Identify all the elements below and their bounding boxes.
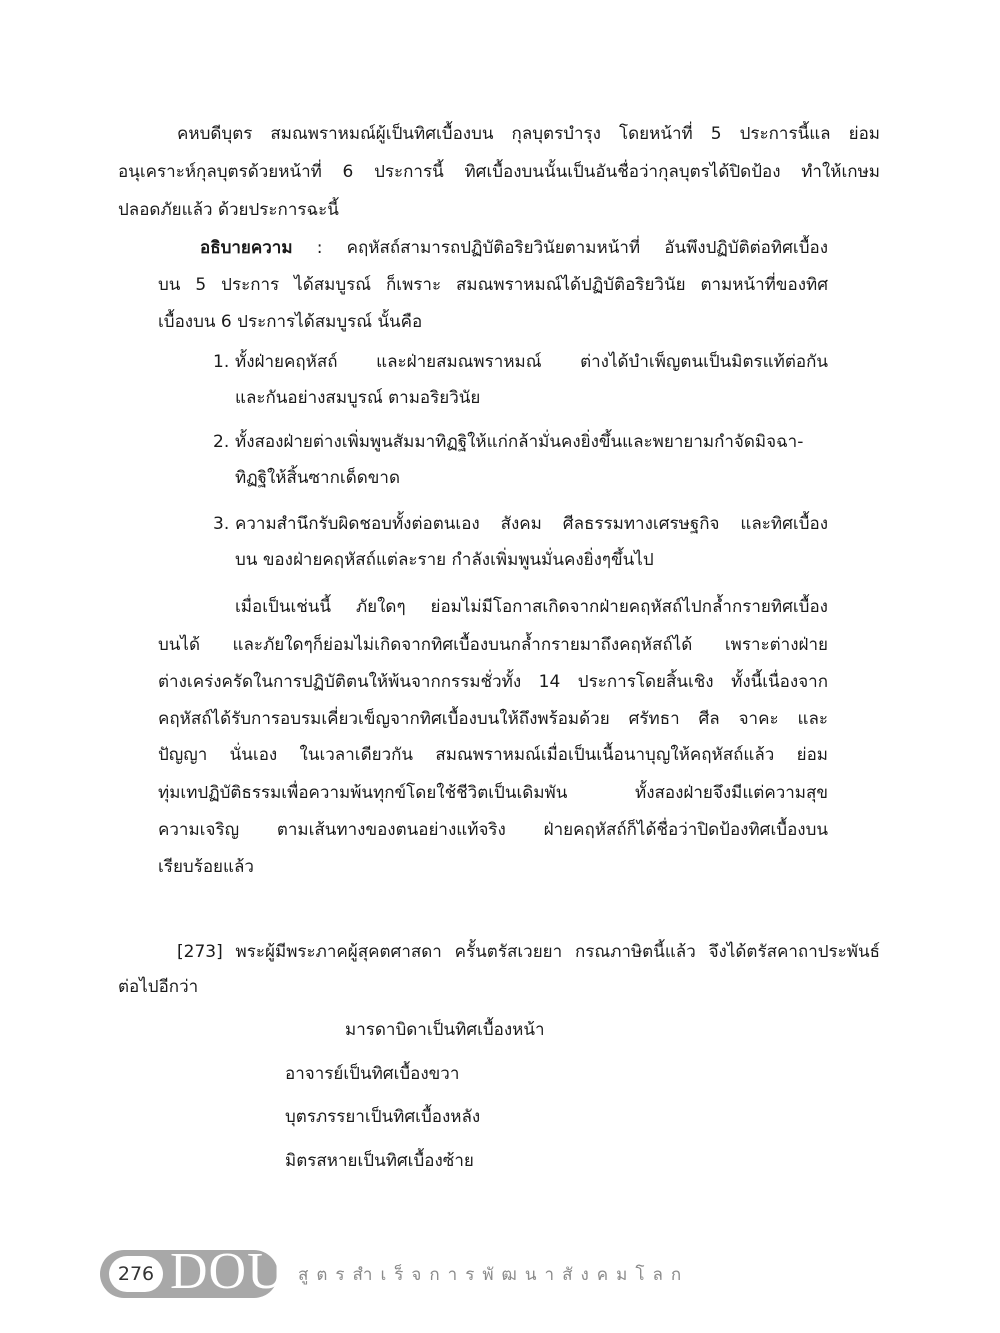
paragraph-line: คฤหัสถ์ได้รับการอบรมเคี่ยวเข็ญจากทิศเบื้องบนให้ถึงพร้อมด้วย ศรัทธา ศีล จาคะ และ xyxy=(158,709,828,729)
verse-line: บุตรภรรยาเป็นทิศเบื้องหลัง xyxy=(285,1107,481,1127)
list-item: ทั้งสองฝ่ายต่างเพิ่มพูนสัมมาทิฏฐิให้แก่กล้ามั่นคงยิ่งขึ้นและพยายามกำจัดมิจฉา- xyxy=(235,432,804,452)
brand-logo-text: DOU xyxy=(170,1243,286,1300)
paragraph-line: อนุเคราะห์กุลบุตรด้วยหน้าที่ 6 ประการนี้ ทิศเบื้องบนนั้นเป็นอันชื่อว่ากุลบุตรได้ปิดป้อง ทำให้เกษม xyxy=(118,162,880,182)
paragraph-line: ต่อไปอีกว่า xyxy=(118,977,199,997)
list-item: ทั้งฝ่ายคฤหัสถ์ และฝ่ายสมณพราหมณ์ ต่างได้บำเพ็ญตนเป็นมิตรแท้ต่อกัน xyxy=(235,352,828,372)
paragraph-line: บนได้ และภัยใดๆก็ย่อมไม่เกิดจากทิศเบื้องบนกล้ำกรายมาถึงคฤหัสถ์ได้ เพราะต่างฝ่าย xyxy=(158,635,828,655)
list-number: 1. xyxy=(213,352,230,372)
paragraph-line: ต่างเคร่งครัดในการปฏิบัติตนให้พ้นจากกรรมชั่วทั้ง 14 ประการโดยสิ้นเชิง ทั้งนี้เนื่องจาก xyxy=(158,672,828,692)
verse-line: มิตรสหายเป็นทิศเบื้องซ้าย xyxy=(285,1151,474,1171)
list-item: ทิฏฐิให้สิ้นซากเด็ดขาด xyxy=(235,468,400,488)
list-number: 2. xyxy=(213,432,230,452)
paragraph-line: บน 5 ประการ ได้สมบูรณ์ ก็เพราะ สมณพราหมณ์ได้ปฏิบัติอริยวินัย ตามหน้าที่ของทิศ xyxy=(158,275,828,295)
explanation-first-line xyxy=(200,236,828,260)
list-item: และกันอย่างสมบูรณ์ ตามอริยวินัย xyxy=(235,388,481,408)
verse-line: อาจารย์เป็นทิศเบื้องขวา xyxy=(285,1064,460,1084)
paragraph-line: ทุ่มเทปฏิบัติธรรมเพื่อความพ้นทุกข์โดยใช้ชีวิตเป็นเดิมพัน ทั้งสองฝ่ายจึงมีแต่ความสุข xyxy=(158,783,828,803)
paragraph-line: [273] พระผู้มีพระภาคผู้สุคตศาสดา ครั้นตรัสเวยยา กรณภาษิตนี้แล้ว จึงได้ตรัสคาถาประพันธ์ xyxy=(177,942,880,962)
verse-title: มารดาบิดาเป็นทิศเบื้องหน้า xyxy=(345,1020,545,1040)
paragraph-line: ความเจริญ ตามเส้นทางของตนอย่างแท้จริง ฝ่ายคฤหัสถ์ก็ได้ชื่อว่าปิดป้องทิศเบื้องบน xyxy=(158,820,828,840)
paragraph-line: ปลอดภัยแล้ว ด้วยประการฉะนี้ xyxy=(118,200,339,220)
paragraph-line: คหบดีบุตร สมณพราหมณ์ผู้เป็นทิศเบื้องบน กุลบุตรบำรุง โดยหน้าที่ 5 ประการนี้แล ย่อม xyxy=(177,124,880,144)
paragraph-line: เมื่อเป็นเช่นนี้ ภัยใดๆ ย่อมไม่มีโอกาสเกิดจากฝ่ายคฤหัสถ์ไปกล้ำกรายทิศเบื้อง xyxy=(235,597,828,617)
series-title: สูตรสำเร็จการพัฒนาสังคมโลก xyxy=(298,1265,690,1285)
page-number: 276 xyxy=(109,1256,163,1292)
paragraph-line: เบื้องบน 6 ประการได้สมบูรณ์ นั้นคือ xyxy=(158,312,423,332)
list-number: 3. xyxy=(213,514,230,534)
paragraph-line: ปัญญา นั่นเอง ในเวลาเดียวกัน สมณพราหมณ์เมื่อเป็นเนื้อนาบุญให้คฤหัสถ์แล้ว ย่อม xyxy=(158,745,828,765)
explanation-heading: อธิบายความ xyxy=(200,238,293,258)
list-item: ความสำนึกรับผิดชอบทั้งต่อตนเอง สังคม ศีลธรรมทางเศรษฐกิจ และทิศเบื้อง xyxy=(235,514,828,534)
paragraph-line: เรียบร้อยแล้ว xyxy=(158,857,254,877)
list-item: บน ของฝ่ายคฤหัสถ์แต่ละราย กำลังเพิ่มพูนมั่นคงยิ่งๆขึ้นไป xyxy=(235,550,654,570)
explanation-text: : คฤหัสถ์สามารถปฏิบัติอริยวินัยตามหน้าที่ อันพึงปฏิบัติต่อทิศเบื้อง xyxy=(292,238,828,258)
